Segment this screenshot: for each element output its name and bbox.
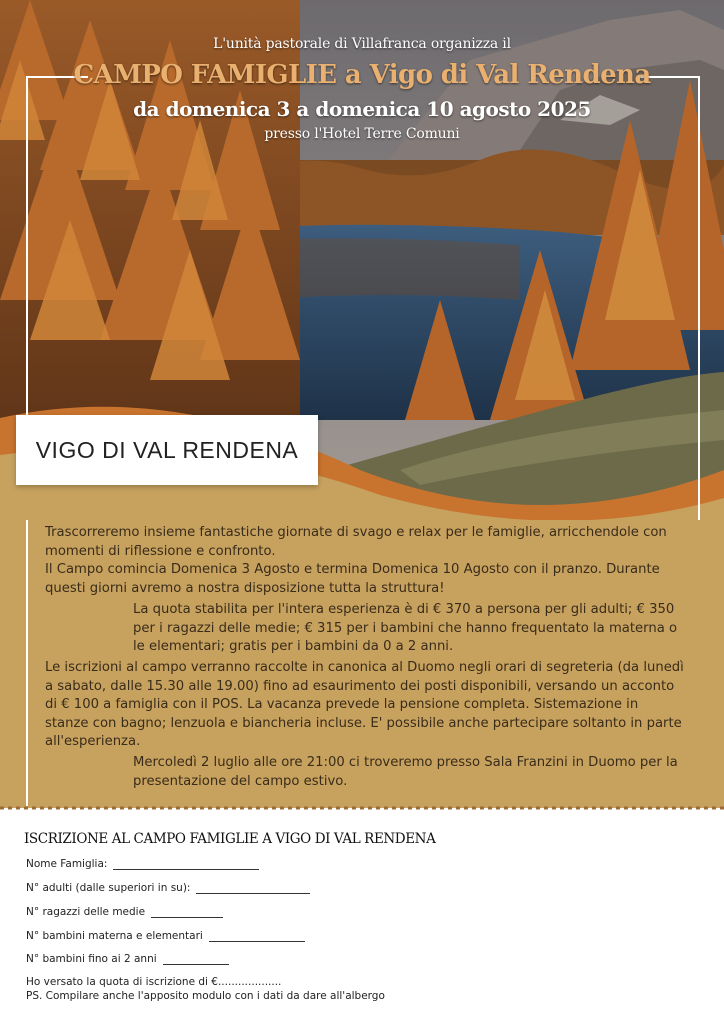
adults-row <box>26 882 310 894</box>
family-name-field[interactable] <box>113 858 259 870</box>
price-paragraph: La quota stabilita per l'intera esperienza è di € 370 a persona per gli adulti; € 350 per i ragazzi delle medie; € 315 per i bambini che hanno frequentato la materna o le elementari; gratis per i bambini da 0 a 2 anni. <box>133 602 678 655</box>
adults-label: N° adulti (dalle superiori in su): <box>26 882 191 894</box>
kids-label: N° bambini materna e elementari <box>26 930 203 942</box>
dates-line: da domenica 3 a domenica 10 agosto 2025 <box>133 97 591 121</box>
kids-row <box>26 930 305 942</box>
family-name-row <box>26 858 259 870</box>
schedule-paragraph: Il Campo comincia Domenica 3 Agosto e termina Domenica 10 Agosto con il pranzo. Durante questi giorni avremo a nostra disposizione tutta la struttura! <box>45 562 660 596</box>
frame-right-line <box>698 76 700 520</box>
venue-line: presso l'Hotel Terre Comuni <box>264 126 460 142</box>
toddlers-field[interactable] <box>163 953 229 965</box>
kids-field[interactable] <box>209 930 305 942</box>
presentation-paragraph: Mercoledì 2 luglio alle ore 21:00 ci troveremo presso Sala Franzini in Duomo per la presentazione del campo estivo. <box>133 755 678 789</box>
toddlers-label: N° bambini fino ai 2 anni <box>26 953 157 965</box>
deposit-note: Ho versato la quota di iscrizione di €................... <box>26 976 282 988</box>
place-title: VIGO DI VAL RENDENA <box>35 437 299 463</box>
frame-left-line-lower <box>26 520 28 806</box>
intro-paragraph: Trascorreremo insieme fantastiche giornate di svago e relax per le famiglie, arricchendole con momenti di riflessione e confronto. <box>45 525 667 559</box>
main-title: CAMPO FAMIGLIE a Vigo di Val Rendena <box>73 60 651 90</box>
place-title-box <box>16 415 318 485</box>
adults-field[interactable] <box>196 882 310 894</box>
family-name-label: Nome Famiglia: <box>26 858 108 870</box>
form-title: ISCRIZIONE AL CAMPO FAMIGLIE A VIGO DI VAL RENDENA <box>24 831 436 847</box>
middle-school-field[interactable] <box>151 906 223 918</box>
middle-school-row <box>26 906 223 918</box>
toddlers-row <box>26 953 229 965</box>
organizer-line: L'unità pastorale di Villafranca organizza il <box>213 36 511 52</box>
middle-school-label: N° ragazzi delle medie <box>26 906 146 918</box>
cut-line <box>0 804 724 812</box>
registration-paragraph: Le iscrizioni al campo verranno raccolte in canonica al Duomo negli orari di segreteria (da lunedì a sabato, dalle 15.30 alle 19.00) fino ad esaurimento dei posti disponibili, versando un acconto di € 100 a famiglia con il POS. La vacanza prevede la pensione completa. Sistemazione in stanze con bagno; lenzuola e biancheria incluse. E' possibile anche partecipare soltanto in parte all'esperienza. <box>45 660 684 750</box>
ps-note: PS. Compilare anche l'apposito modulo con i dati da dare all'albergo <box>26 990 385 1002</box>
